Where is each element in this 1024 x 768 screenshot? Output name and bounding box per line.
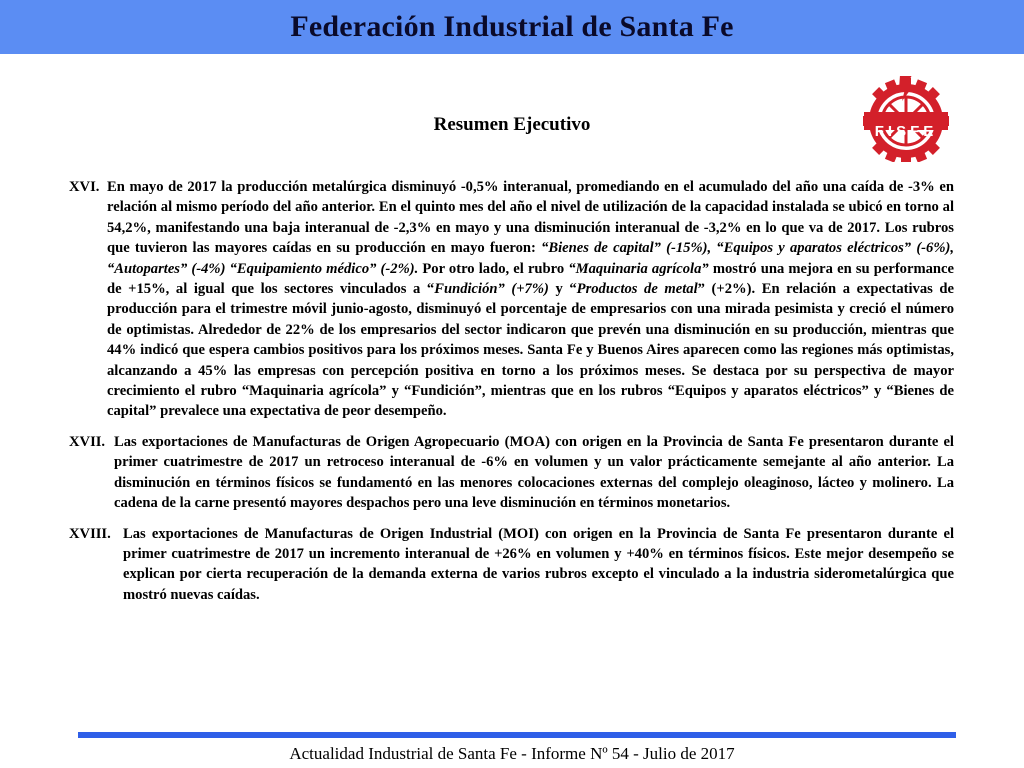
item-number: XVII. <box>69 433 106 450</box>
logo-text: FISFE <box>874 123 938 140</box>
summary-content <box>69 177 954 615</box>
item-text-segment: Las exportaciones de Manufacturas de Origen Agropecuario (MOA) con origen en la Provincia de Santa Fe presentaron durante el primer cuatrimestre de 2017 un retroceso interanual de -6% en volumen y un valor prácticamente semejante al año anterior. La disminución en términos físicos se fundamentó en las menores colocaciones externas del complejo oleaginoso, lácteo y molinero. La cadena de la carne presentó mayores despachos pero una leve disminución en términos monetarios. <box>114 433 954 512</box>
item-text-segment: En mayo de 2017 la producción metalúrgica disminuyó -0,5% interanual, promediando en el acumulado del año una caída de -3% en relación al mismo período del año anterior. En el quinto mes del año el nivel de utilización de la capacidad instalada se ubicó en torno al 54,2%, manifestando una baja interanual de -2,3% en mayo y una disminución interanual de -3,2% en lo que va de 2017. Los rubros que tuvieron las mayores caídas en su producción en mayo fueron: <box>107 179 954 257</box>
summary-item <box>69 177 954 422</box>
page-title: Federación Industrial de Santa Fe <box>290 10 734 43</box>
summary-item <box>69 524 954 606</box>
item-text-italic: “Bienes de capital” (-15%), “Equipos y aparatos eléctricos” (-6%), “Autopartes” (-4%) “Equipamiento médico” (-2%). <box>107 240 954 277</box>
item-text-italic: “Maquinaria agrícola” <box>568 260 709 277</box>
fisfe-logo <box>860 76 952 162</box>
item-text-segment: Las exportaciones de Manufacturas de Origen Industrial (MOI) con origen en la Provincia de Santa Fe presentaron durante el primer cuatrimestre de 2017 un incremento interanual de +26% en volumen y +40% en términos físicos. Este mejor desempeño se explican por cierta recuperación de la demanda externa de varios rubros excepto el vinculado a la industria siderometalúrgica que mostró nuevas caídas. <box>123 525 954 603</box>
item-text-segment: Por otro lado, el rubro <box>418 260 569 277</box>
item-number: XVI. <box>69 179 100 195</box>
item-text-segment: ” (+2%). En relación a expectativas de producción para el trimestre móvil junio-agosto, disminuyó el porcentaje de empresarios con una mirada pesimista y creció el número de optimistas. Alrededor de 22% de los empresarios del sector indicaron que prevén una disminución en su producción, mientras que 44% indicó que espera cambios positivos para los próximos meses. Santa Fe y Buenos Aires aparecen como las regiones más optimistas, alcanzando a 45% las empresas con percepción positiva en torno a los próximos meses. Se destaca por su perspectiva de mayor crecimiento el rubro “Maquinaria agrícola” y “Fundición”, mientras que en los rubros “Equipos y aparatos eléctricos” y “Bienes de capital” prevalece una expectativa de peor desempeño. <box>107 281 955 420</box>
gear-logo-icon <box>860 76 952 162</box>
item-text-segment: mostró una mejora en su performance de +15%, al igual que los sectores vinculados a “ <box>107 260 954 298</box>
item-text-segment: y “ <box>548 281 577 298</box>
item-text <box>107 177 954 422</box>
summary-item <box>69 432 954 514</box>
footer-divider <box>78 732 956 738</box>
header-bar <box>0 0 1024 54</box>
footer-text: Actualidad Industrial de Santa Fe - Informe Nº 54 - Julio de 2017 <box>289 744 735 763</box>
item-text <box>114 432 954 514</box>
section-title: Resumen Ejecutivo <box>433 114 591 135</box>
item-text-italic: Productos de metal <box>576 281 698 298</box>
item-text-italic: Fundición” (+7%) <box>434 281 549 298</box>
item-text <box>123 524 954 606</box>
item-number: XVIII. <box>69 525 111 542</box>
